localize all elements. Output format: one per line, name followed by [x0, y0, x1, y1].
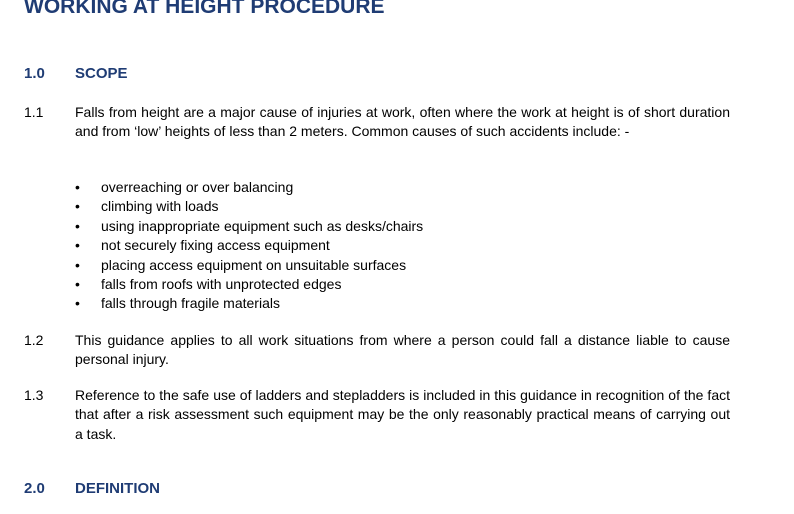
paragraph-number: 1.1	[24, 104, 44, 120]
list-item: • using inappropriate equipment such as desks/chairs	[75, 217, 423, 236]
section-heading-scope	[24, 65, 128, 83]
bullet-icon: •	[75, 198, 80, 215]
bullet-icon: •	[75, 295, 80, 312]
list-item: • not securely fixing access equipment	[75, 236, 423, 255]
paragraph-text: This guidance applies to all work situations from where a person could fall a distance liable to cause personal injury.	[75, 332, 730, 368]
section-number: 2.0	[24, 480, 45, 497]
bullet-icon: •	[75, 179, 80, 195]
section-title: SCOPE	[75, 65, 128, 82]
list-item: • climbing with loads	[75, 197, 423, 216]
list-item: • placing access equipment on unsuitable surfaces	[75, 256, 423, 275]
paragraph-1-2	[24, 331, 730, 370]
list-item: • falls from roofs with unprotected edges	[75, 275, 423, 294]
paragraph-text: Reference to the safe use of ladders and stepladders is included in this guidance in recognition of the fact that after a risk assessment such equipment may be the only reasonably practical means of carrying out a task.	[75, 387, 730, 442]
bullet-icon: •	[75, 237, 80, 254]
section-number: 1.0	[24, 65, 45, 82]
list-item: • falls through fragile materials	[75, 294, 423, 313]
paragraph-text: Falls from height are a major cause of injuries at work, often where the work at height is of short duration and from ‘low’ heights of less than 2 meters. Common causes of such accidents include: -	[75, 104, 730, 140]
section-heading-definition	[24, 480, 160, 498]
bullet-icon: •	[75, 256, 80, 273]
paragraph-number: 1.2	[24, 332, 44, 348]
paragraph-1-3	[24, 386, 730, 444]
section-title: DEFINITION	[75, 480, 160, 497]
bullet-icon: •	[75, 217, 80, 234]
document-title: WORKING AT HEIGHT PROCEDURE	[24, 0, 385, 18]
causes-bullet-list	[75, 178, 423, 314]
list-item: • overreaching or over balancing	[75, 178, 423, 197]
paragraph-number: 1.3	[24, 387, 44, 403]
bullet-icon: •	[75, 276, 80, 293]
paragraph-1-1	[24, 103, 730, 142]
